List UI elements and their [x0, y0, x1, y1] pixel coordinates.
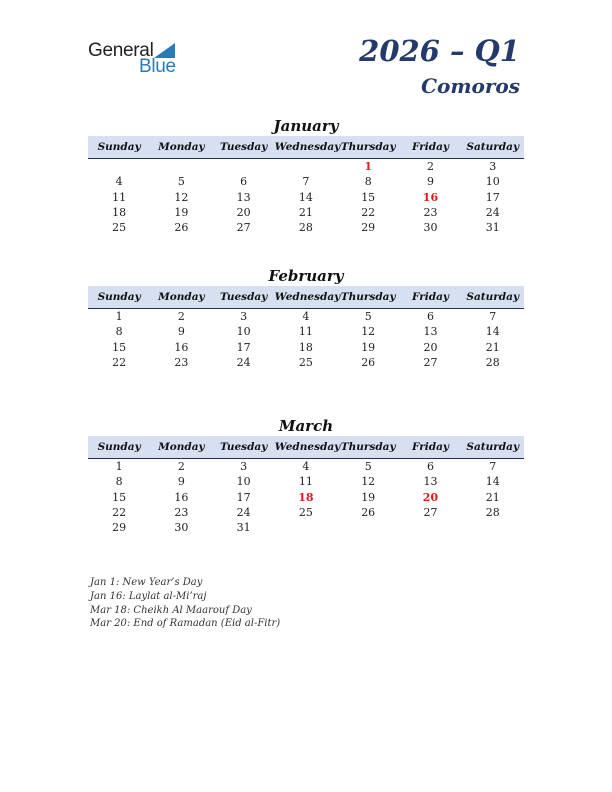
- day-cell: 21: [485, 490, 500, 504]
- weekday-label: Friday: [411, 441, 449, 453]
- day-cell: 23: [423, 205, 438, 219]
- day-cell: 7: [302, 175, 310, 189]
- weekday-header-row: [88, 436, 524, 459]
- weekday-label: Wednesday: [274, 141, 341, 153]
- day-cell: 5: [177, 175, 185, 189]
- week-row: [88, 459, 524, 474]
- day-cell: 3: [489, 160, 497, 173]
- week-row: [88, 520, 524, 535]
- day-cell: 2: [426, 160, 434, 173]
- company-logo: [88, 40, 188, 80]
- day-cell: 21: [298, 205, 313, 219]
- day-cell: 5: [364, 310, 372, 323]
- day-cell: 14: [485, 475, 500, 489]
- weekday-label: Tuesday: [220, 291, 268, 303]
- day-cell: 10: [236, 475, 251, 489]
- day-cell: 15: [112, 340, 127, 354]
- week-row: [88, 355, 524, 370]
- day-cell: 4: [302, 460, 310, 473]
- week-row: [88, 220, 524, 235]
- day-cell: 19: [361, 340, 376, 354]
- week-row: [88, 174, 524, 189]
- day-cell: 7: [489, 460, 497, 473]
- weekday-header-row: [88, 136, 524, 159]
- empty-day-cell: [337, 520, 399, 535]
- weekday-label: Thursday: [340, 291, 396, 303]
- day-cell: 24: [236, 505, 251, 519]
- empty-day-cell: [88, 159, 150, 174]
- logo-text-general: General: [88, 40, 154, 61]
- holiday-list: [90, 576, 280, 631]
- day-cell: 3: [240, 460, 248, 473]
- day-cell: 27: [236, 221, 251, 235]
- day-cell: 25: [298, 355, 313, 369]
- day-cell: 28: [485, 505, 500, 519]
- week-row: [88, 474, 524, 489]
- month-march: [88, 416, 524, 535]
- day-cell: 14: [298, 190, 313, 204]
- day-cell: 12: [174, 190, 189, 204]
- day-cell: 10: [485, 175, 500, 189]
- weekday-label: Saturday: [466, 441, 520, 453]
- day-cell: 12: [361, 475, 376, 489]
- day-cell: 9: [177, 475, 185, 489]
- day-cell: 28: [485, 355, 500, 369]
- empty-day-cell: [213, 159, 275, 174]
- day-cell: 22: [361, 205, 376, 219]
- week-row: [88, 340, 524, 355]
- page-title: 2026 – Q1: [359, 34, 520, 68]
- day-cell: 5: [364, 460, 372, 473]
- day-cell: 18: [298, 340, 313, 354]
- weekday-label: Thursday: [340, 141, 396, 153]
- empty-day-cell: [275, 159, 337, 174]
- day-cell: 2: [177, 460, 185, 473]
- month-january: [88, 116, 524, 235]
- day-cell: 20: [423, 340, 438, 354]
- day-cell: 27: [423, 355, 438, 369]
- day-cell: 29: [112, 521, 127, 535]
- day-cell: 21: [485, 340, 500, 354]
- day-cell: 2: [177, 310, 185, 323]
- day-cell: 6: [426, 310, 434, 323]
- day-cell: 13: [423, 475, 438, 489]
- weekday-label: Sunday: [97, 141, 141, 153]
- day-cell: 16: [174, 490, 189, 504]
- day-cell: 19: [361, 490, 376, 504]
- day-cell: 24: [485, 205, 500, 219]
- day-cell: 9: [426, 175, 434, 189]
- weekday-label: Monday: [158, 141, 205, 153]
- empty-day-cell: [462, 520, 524, 535]
- week-row: [88, 490, 524, 505]
- month-title: February: [268, 267, 344, 285]
- weekday-label: Sunday: [97, 291, 141, 303]
- day-cell: 1: [115, 460, 123, 473]
- day-cell: 30: [174, 521, 189, 535]
- weekday-header-row: [88, 286, 524, 309]
- week-row: [88, 190, 524, 205]
- weekday-label: Saturday: [466, 141, 520, 153]
- day-cell: 11: [298, 325, 313, 339]
- week-row: [88, 309, 524, 324]
- day-cell: 8: [364, 175, 372, 189]
- weekday-label: Thursday: [340, 441, 396, 453]
- day-cell: 28: [298, 221, 313, 235]
- day-cell: 15: [112, 490, 127, 504]
- month-title: January: [273, 117, 339, 135]
- empty-day-cell: [399, 520, 461, 535]
- day-cell: 13: [423, 325, 438, 339]
- day-cell: 19: [174, 205, 189, 219]
- holiday-day-cell: 1: [364, 160, 373, 173]
- weekday-label: Tuesday: [220, 441, 268, 453]
- day-cell: 13: [236, 190, 251, 204]
- day-cell: 11: [112, 190, 127, 204]
- day-cell: 4: [302, 310, 310, 323]
- holiday-day-cell: 16: [422, 190, 439, 204]
- weekday-label: Wednesday: [274, 441, 341, 453]
- country-name: Comoros: [421, 74, 520, 98]
- day-cell: 26: [361, 505, 376, 519]
- month-title: March: [278, 417, 334, 435]
- weekday-label: Sunday: [97, 441, 141, 453]
- day-cell: 11: [298, 475, 313, 489]
- day-cell: 3: [240, 310, 248, 323]
- day-cell: 31: [485, 221, 500, 235]
- weekday-label: Friday: [411, 291, 449, 303]
- day-cell: 8: [115, 475, 123, 489]
- day-cell: 23: [174, 355, 189, 369]
- day-cell: 20: [236, 205, 251, 219]
- holiday-day-cell: 20: [422, 490, 439, 504]
- day-cell: 8: [115, 325, 123, 339]
- holiday-entry: Jan 16: Laylat al-Mi’raj: [90, 590, 207, 602]
- day-cell: 10: [236, 325, 251, 339]
- weekday-label: Friday: [411, 141, 449, 153]
- day-cell: 4: [115, 175, 123, 189]
- day-cell: 17: [236, 490, 251, 504]
- day-cell: 22: [112, 355, 127, 369]
- week-row: [88, 324, 524, 339]
- month-february: [88, 266, 524, 370]
- weekday-label: Wednesday: [274, 291, 341, 303]
- day-cell: 25: [112, 221, 127, 235]
- day-cell: 17: [485, 190, 500, 204]
- week-row: [88, 159, 524, 174]
- day-cell: 15: [361, 190, 376, 204]
- day-cell: 22: [112, 505, 127, 519]
- day-cell: 23: [174, 505, 189, 519]
- empty-day-cell: [275, 520, 337, 535]
- week-row: [88, 205, 524, 220]
- holiday-entry: Mar 20: End of Ramadan (Eid al-Fitr): [90, 618, 281, 630]
- day-cell: 26: [174, 221, 189, 235]
- day-cell: 12: [361, 325, 376, 339]
- day-cell: 7: [489, 310, 497, 323]
- empty-day-cell: [150, 159, 212, 174]
- weekday-label: Monday: [158, 291, 205, 303]
- week-row: [88, 505, 524, 520]
- day-cell: 24: [236, 355, 251, 369]
- day-cell: 1: [115, 310, 123, 323]
- day-cell: 27: [423, 505, 438, 519]
- logo-text-blue: Blue: [139, 56, 176, 77]
- day-cell: 29: [361, 221, 376, 235]
- day-cell: 6: [240, 175, 248, 189]
- holiday-day-cell: 18: [298, 490, 314, 504]
- day-cell: 31: [236, 521, 251, 535]
- day-cell: 18: [112, 205, 127, 219]
- day-cell: 16: [174, 340, 189, 354]
- weekday-label: Monday: [158, 441, 205, 453]
- day-cell: 6: [426, 460, 434, 473]
- day-cell: 26: [361, 355, 376, 369]
- weekday-label: Saturday: [466, 291, 520, 303]
- day-cell: 30: [423, 221, 438, 235]
- day-cell: 9: [177, 325, 185, 339]
- day-cell: 17: [236, 340, 251, 354]
- holiday-entry: Jan 1: New Year’s Day: [90, 577, 203, 588]
- day-cell: 25: [298, 505, 313, 519]
- holiday-entry: Mar 18: Cheikh Al Maarouf Day: [90, 604, 252, 616]
- weekday-label: Tuesday: [220, 141, 268, 153]
- day-cell: 14: [485, 325, 500, 339]
